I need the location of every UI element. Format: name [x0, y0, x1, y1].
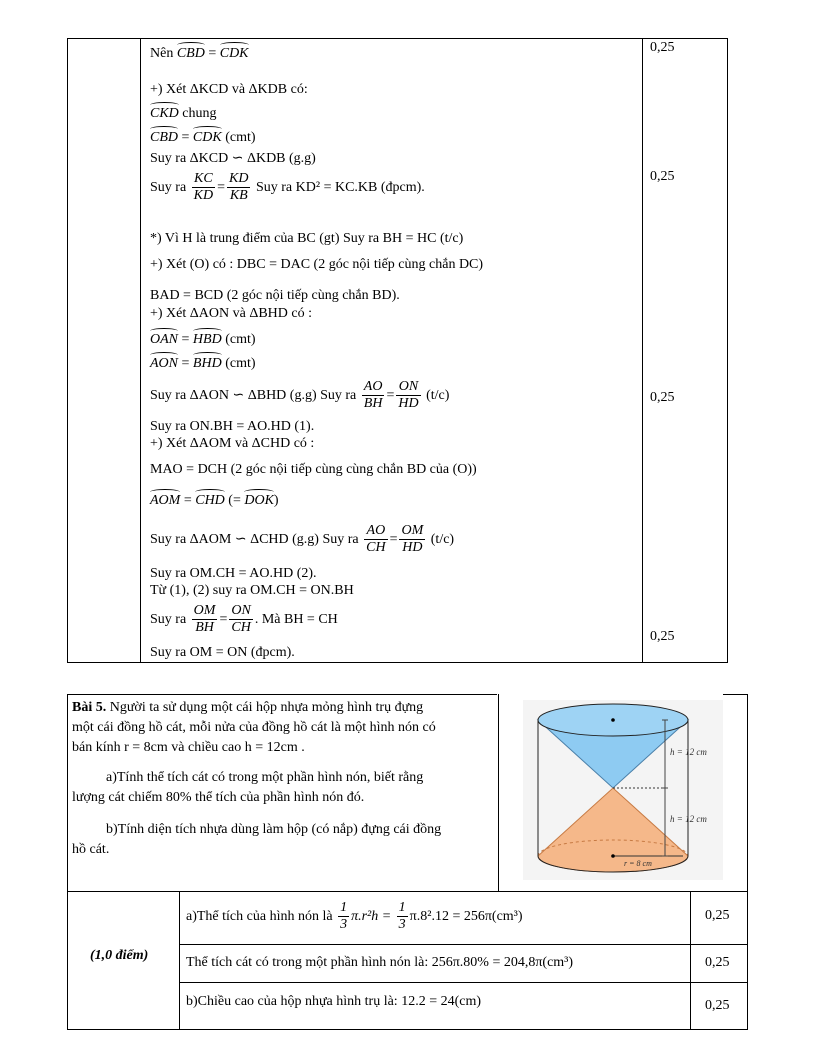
proof-line-12: AON = BHD (cmt): [150, 356, 256, 371]
fraction-on-hd: $\frac{ON}{HD}$: [398, 379, 419, 412]
proof-line-2: +) Xét ΔKCD và ΔKDB có:: [150, 82, 308, 97]
points-label: (1,0 điểm): [90, 948, 149, 963]
problem-5-intro-line-2: một cái đồng hồ cát, mỗi nửa của đồng hồ cát là một hình nón có: [72, 720, 436, 735]
hourglass-cylinder-figure: [523, 700, 723, 880]
label-h-bottom: h = 12 cm: [670, 814, 707, 824]
fraction-on-ch: $\frac{ON}{CH}$: [231, 603, 251, 636]
answer-row-b: b)Chiều cao của hộp nhựa hình trụ là: 12.2 = 24(cm): [186, 994, 482, 1009]
problem-5-part-b-line-1: b)Tính diện tích nhựa dùng làm hộp (có nắp) đựng cái đồng: [106, 822, 442, 837]
proof-line-4: CBD = CDK (cmt): [150, 130, 256, 145]
proof-line-7: *) Vì H là trung điểm của BC (gt) Suy ra BH = HC (t/c): [150, 231, 464, 246]
fraction-kc-kd: $\frac{KC}{KD}$: [193, 171, 214, 204]
problem-5-intro-line-3: bán kính r = 8cm và chiều cao h = 12cm .: [72, 740, 305, 755]
answer-score-1: 0,25: [705, 908, 730, 923]
score-3: 0,25: [650, 390, 675, 405]
proof-line-1: Nên CBD = CDK: [150, 46, 249, 61]
proof-line-16: MAO = DCH (2 góc nội tiếp cùng cùng chắn BD của (O)): [150, 462, 477, 477]
proof-line-21: Suy ra $\frac{OM}{BH}$ = $\frac{ON}{CH}$ . Mà BH = CH: [150, 603, 338, 636]
proof-line-15: +) Xét ΔAOM và ΔCHD có :: [150, 436, 315, 451]
proof-line-18: Suy ra ΔAOM ∽ ΔCHD (g.g) Suy ra $\frac{AO}{CH}$ = $\frac{OM}{HD}$ (t/c): [150, 523, 455, 556]
fraction-kd-kb: $\frac{KD}{KB}$: [229, 171, 249, 204]
problem-5-intro-line-1: Bài 5. Người ta sử dụng một cái hộp nhựa mỏng hình trụ đựng: [72, 700, 424, 715]
label-h-top: h = 12 cm: [670, 747, 707, 757]
fraction-ao-bh: $\frac{AO}{BH}$: [363, 379, 383, 412]
proof-line-6: Suy ra $\frac{KC}{KD}$ = $\frac{KD}{KB}$ Suy ra KD² = KC.KB (đpcm).: [150, 171, 425, 204]
score-2: 0,25: [650, 169, 675, 184]
answer-score-2: 0,25: [705, 955, 730, 970]
proof-line-5: Suy ra ΔKCD ∽ ΔKDB (g.g): [150, 151, 316, 166]
answer-row-a: a)Thể tích của hình nón là $\frac{1}{3}$ π.r²h = $\frac{1}{3}$ π.8².12 = 256π(cm³): [186, 900, 523, 933]
proof-line-14: Suy ra ON.BH = AO.HD (1).: [150, 419, 315, 434]
proof-line-17: AOM = CHD (= DOK): [150, 493, 279, 508]
fraction-ao-ch: $\frac{AO}{CH}$: [366, 523, 386, 556]
score-4: 0,25: [650, 629, 675, 644]
proof-line-9: BAD = BCD (2 góc nội tiếp cùng chắn BD).: [150, 288, 400, 303]
label-radius: r = 8 cm: [624, 859, 652, 868]
proof-line-8: +) Xét (O) có : DBC = DAC (2 góc nội tiếp cùng chắn DC): [150, 257, 484, 272]
fraction-om-bh: $\frac{OM}{BH}$: [193, 603, 216, 636]
proof-line-19: Suy ra OM.CH = AO.HD (2).: [150, 566, 317, 581]
proof-line-3: CKD chung: [150, 106, 217, 121]
proof-line-11: OAN = HBD (cmt): [150, 332, 256, 347]
proof-line-10: +) Xét ΔAON và ΔBHD có :: [150, 306, 312, 321]
score-1: 0,25: [650, 40, 675, 55]
problem-5-part-b-line-2: hồ cát.: [72, 842, 110, 857]
answer-score-3: 0,25: [705, 998, 730, 1013]
fraction-om-hd: $\frac{OM}{HD}$: [401, 523, 424, 556]
problem-5-part-a-line-1: a)Tính thể tích cát có trong một phần hình nón, biết rằng: [106, 770, 424, 785]
proof-line-22: Suy ra OM = ON (đpcm).: [150, 645, 295, 660]
fraction-one-third-2: $\frac{1}{3}$: [398, 900, 406, 933]
fraction-one-third-1: $\frac{1}{3}$: [340, 900, 348, 933]
problem-5-part-a-line-2: lượng cát chiếm 80% thể tích của phần hình nón đó.: [72, 790, 365, 805]
proof-line-13: Suy ra ΔAON ∽ ΔBHD (g.g) Suy ra $\frac{AO}{BH}$ = $\frac{ON}{HD}$ (t/c): [150, 379, 450, 412]
answer-row-sand: Thể tích cát có trong một phần hình nón là: 256π.80% = 204,8π(cm³): [186, 955, 574, 970]
proof-line-20: Từ (1), (2) suy ra OM.CH = ON.BH: [150, 583, 354, 598]
